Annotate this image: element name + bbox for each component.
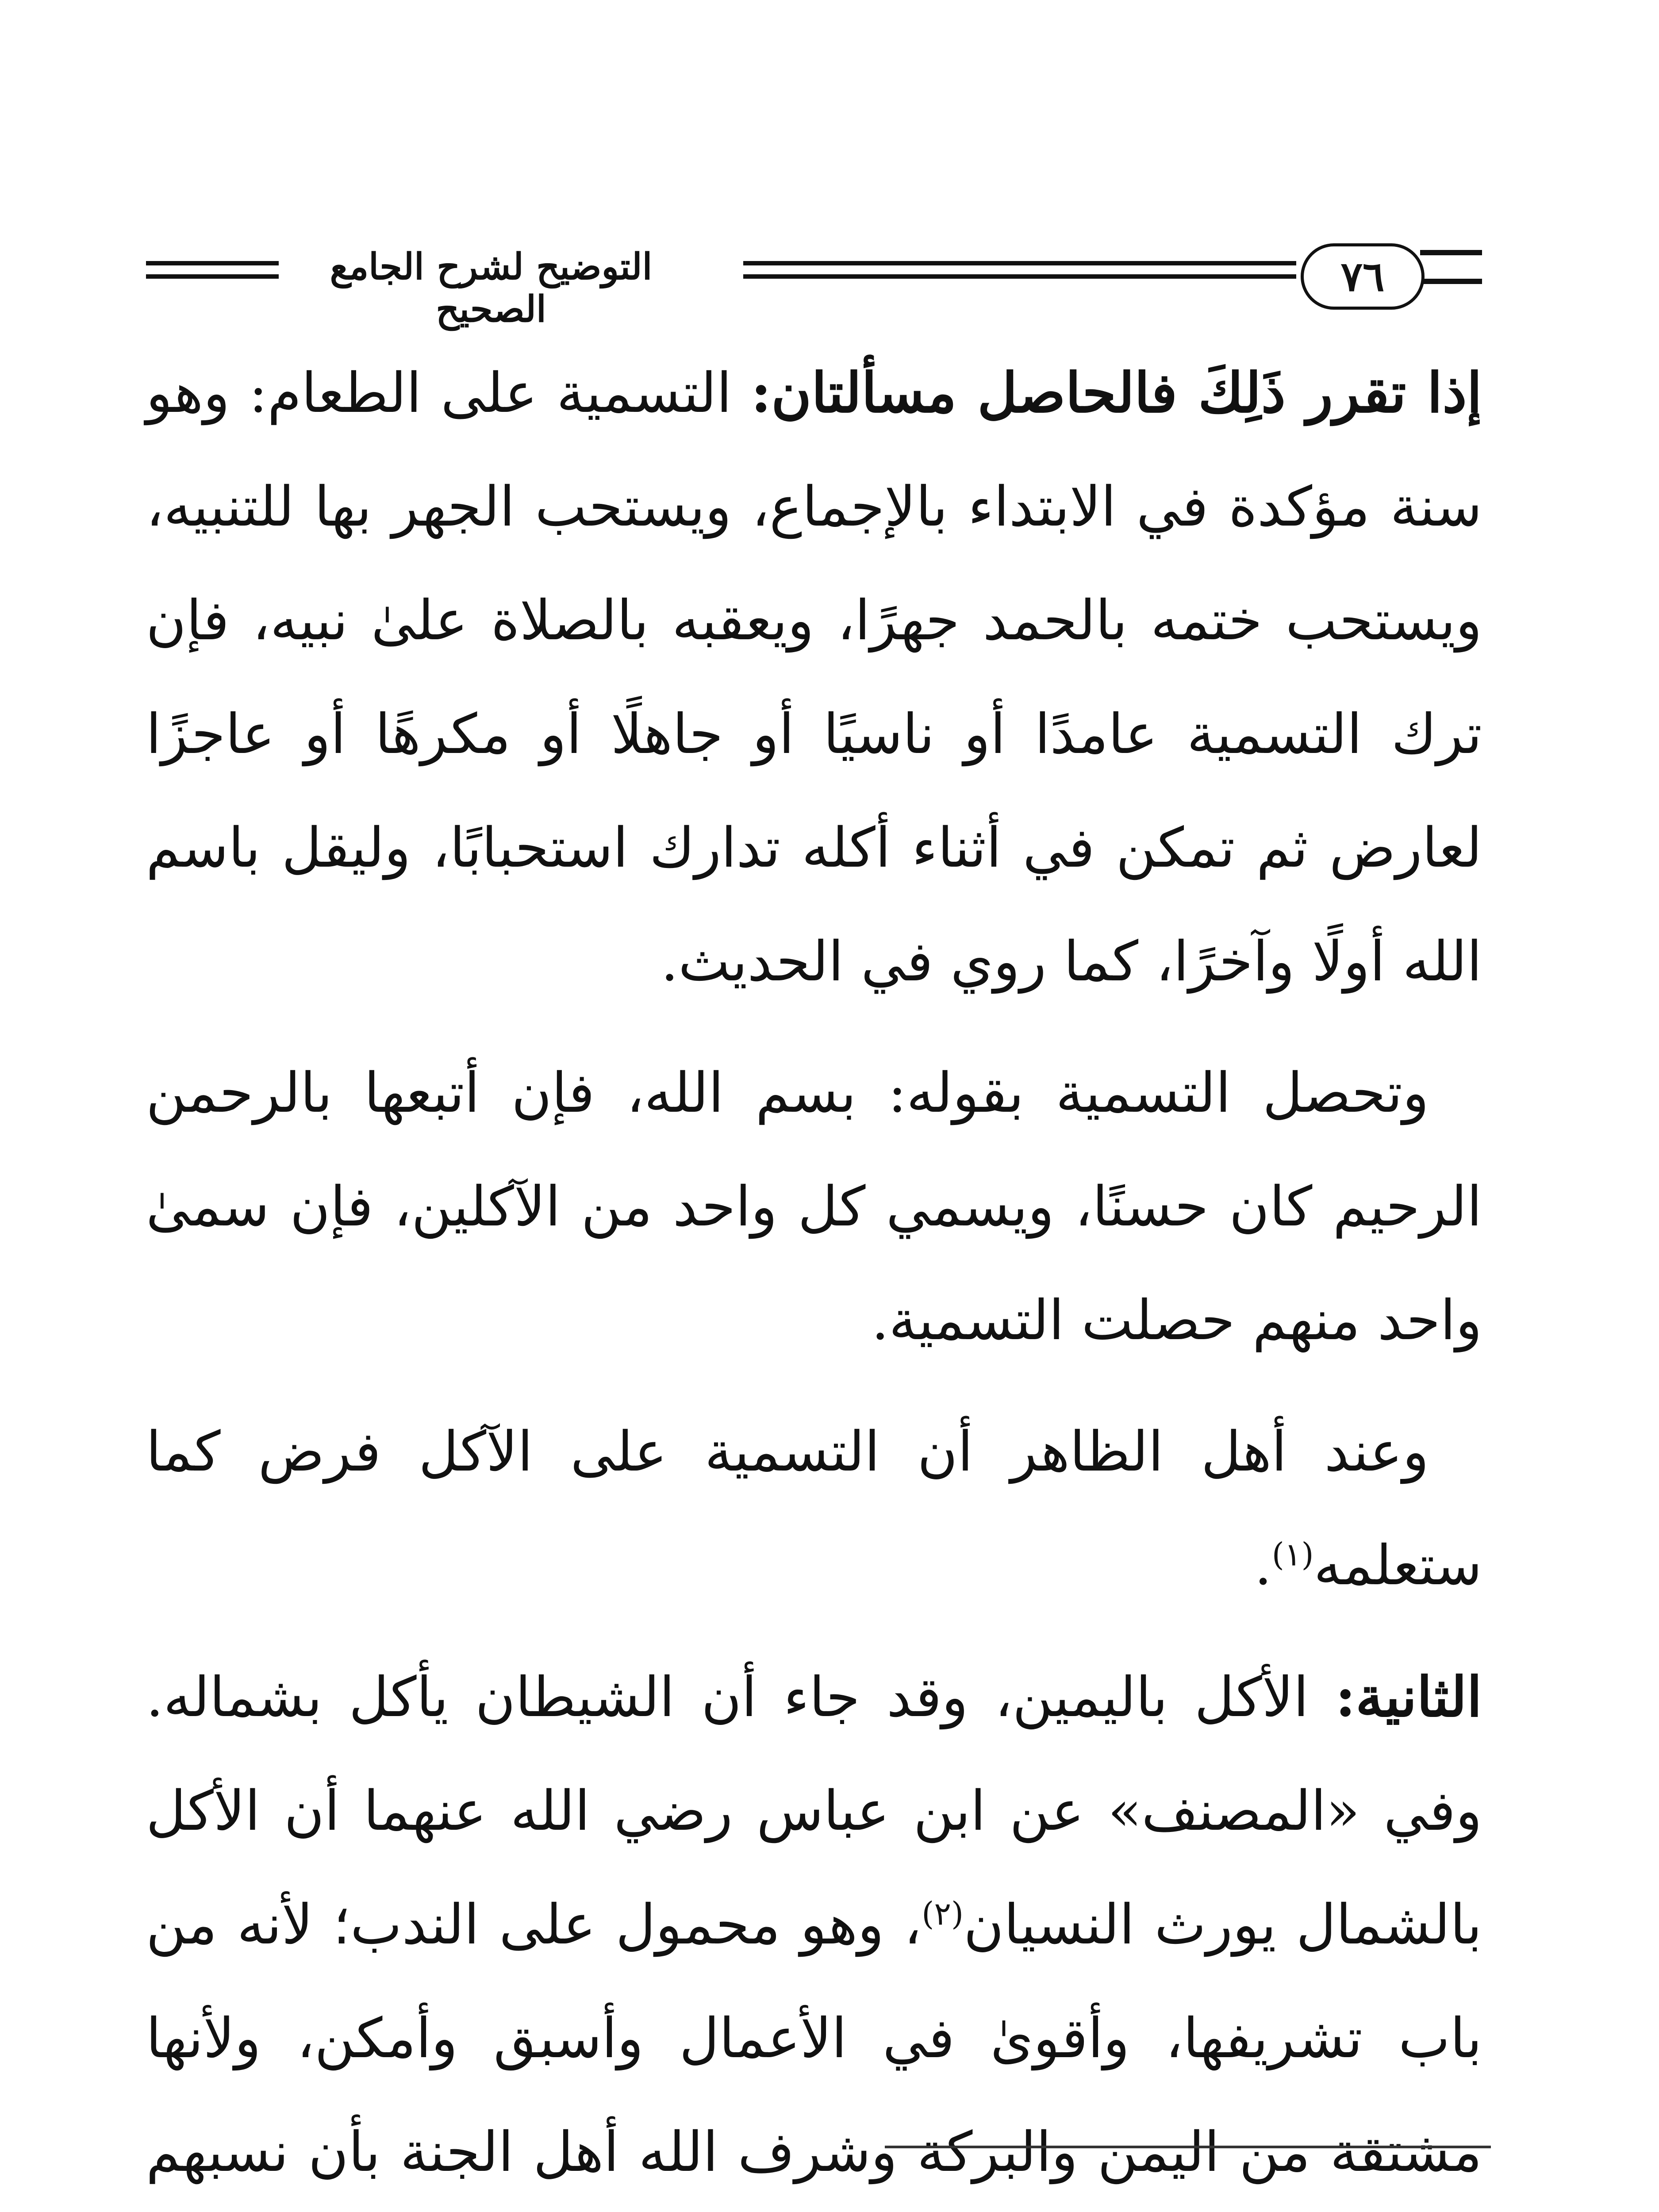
footnote-text: [969, 2194, 1385, 2212]
header-rule-left: [146, 261, 279, 279]
paragraph: [146, 1640, 1482, 2212]
paragraph-text: وعند أهل الظاهر أن التسمية على الآكل فرض كما ستعلمه: [146, 1420, 1482, 1598]
footnote-number: [1385, 2194, 1469, 2212]
paragraph-text: الأكل باليمين، وقد جاء أن الشيطان يأكل بشماله. وفي «المصنف» عن ابن عباس رضي الله عنهما أن الأكل بالشمال يورث النسيان: [146, 1666, 1482, 1957]
paragraph: [146, 336, 1482, 1019]
page-number: ٧٦: [1301, 243, 1425, 310]
punctuation: .: [1254, 1534, 1272, 1598]
badge-ornament: [1420, 279, 1482, 302]
paragraph-text: التسمية على الطعام: وهو سنة مؤكدة في الابتداء بالإجماع، ويستحب الجهر بها للتنبيه، ويستحب ختمه بالحمد جهرًا، ويعقبه بالصلاة علىٰ نبيه، فإن ترك التسمية عامدًا أو ناسيًا أو جاهلًا أو مكرهًا أو عاجزًا لعارض ثم تمكن في أثناء أكله تدارك استحبابًا، وليقل باسم الله أولًا وآخرًا، كما روي في الحديث.: [146, 361, 1482, 994]
paragraph-lead: إذا تقرر ذَلِكَ فالحاصل مسألتان:: [751, 361, 1482, 425]
page-header: [146, 241, 1482, 330]
paragraph-text: ، وهو محمول على الندب؛ لأنه من باب تشريفها، وأقوىٰ في الأعمال وأسبق وأمكن، ولأنها مشتقة من اليمن والبركة وشرف الله أهل الجنة بأن نسبهم: [146, 1893, 1482, 2184]
badge-ornament: [1420, 250, 1482, 273]
footnote-ref[interactable]: (٢): [922, 1895, 964, 1932]
footnote: [146, 2194, 1469, 2212]
header-rule-right: [743, 261, 1296, 279]
paragraph: [146, 1037, 1482, 1378]
main-text: [146, 336, 1482, 2212]
footnote-ref[interactable]: (١): [1271, 1536, 1314, 1573]
running-title: التوضيح لشرح الجامع الصحيح: [330, 246, 653, 330]
paragraph: [146, 1395, 1482, 1623]
paragraph-lead: الثانية:: [1335, 1665, 1482, 1729]
paragraph-text: وتحصل التسمية بقوله: بسم الله، فإن أتبعها بالرحمن الرحيم كان حسنًا، ويسمي كل واحد من الآكلين، فإن سمىٰ واحد منهم حصلت التسمية.: [146, 1061, 1482, 1352]
footnotes: [146, 2194, 1469, 2212]
footnote-separator: [885, 2146, 1491, 2148]
